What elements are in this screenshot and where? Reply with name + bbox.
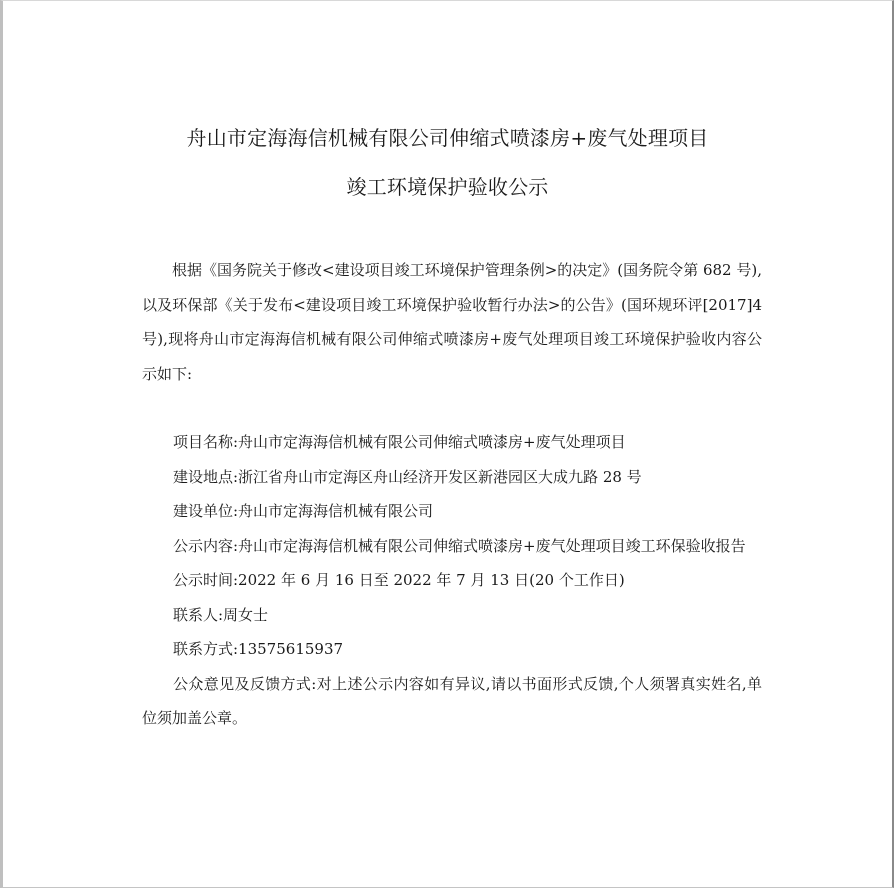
- intro-section: [142, 253, 762, 391]
- details-section: [142, 425, 762, 736]
- detail-location: 建设地点:浙江省舟山市定海区舟山经济开发区新港园区大成九路 28 号: [173, 467, 642, 486]
- detail-feedback: 公众意见及反馈方式:对上述公示内容如有异议,请以书面形式反馈,个人须署真实姓名,单位须加盖公章。: [142, 674, 762, 727]
- intro-paragraph: 根据《国务院关于修改<建设项目竣工环境保护管理条例>的决定》(国务院令第 682 号),以及环保部《关于发布<建设项目竣工环境保护验收暂行办法>的公告》(国环规环评[2017]4 号),现将舟山市定海海信机械有限公司伸缩式喷漆房+废气处理项目竣工环境保护验收内容公示如下:: [142, 261, 762, 383]
- document-title-line1: 舟山市定海海信机械有限公司伸缩式喷漆房+废气处理项目: [186, 126, 709, 150]
- detail-contact-phone: 联系方式:13575615937: [173, 640, 344, 658]
- detail-content: 公示内容:舟山市定海海信机械有限公司伸缩式喷漆房+废气处理项目竣工环保验收报告: [173, 536, 746, 555]
- detail-period: 公示时间:2022 年 6 月 16 日至 2022 年 7 月 13 日(20 个工作日): [173, 571, 625, 589]
- detail-contact-person: 联系人:周女士: [173, 605, 269, 624]
- detail-unit: 建设单位:舟山市定海海信机械有限公司: [173, 502, 434, 520]
- document-title-line2: 竣工环境保护验收公示: [346, 175, 549, 199]
- detail-project-name: 项目名称:舟山市定海海信机械有限公司伸缩式喷漆房+废气处理项目: [173, 433, 626, 451]
